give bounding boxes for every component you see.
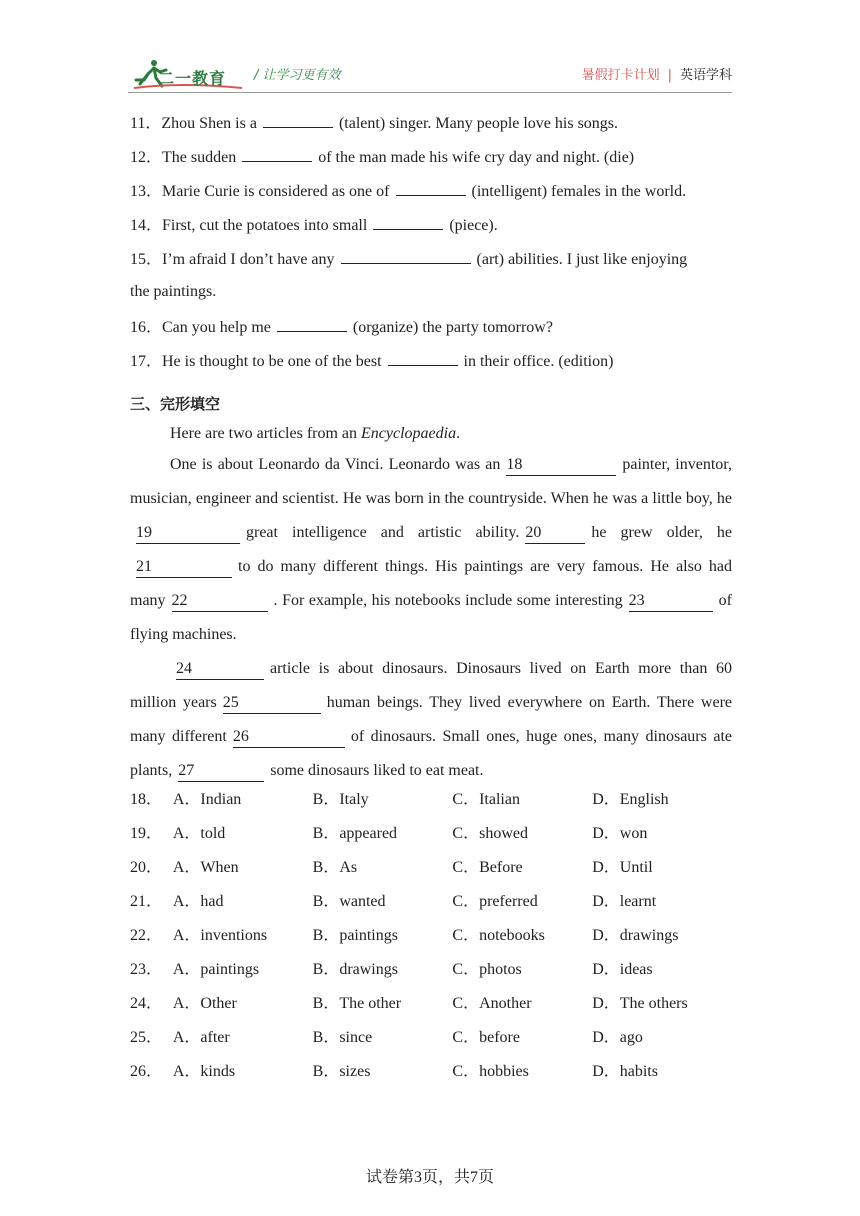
option-b: B．As: [312, 859, 358, 876]
option-a: A．after: [172, 1029, 230, 1046]
option-a: A．had: [172, 893, 224, 910]
option-b: B．paintings: [312, 927, 398, 944]
answer-blank: [388, 348, 458, 366]
question-14: 14．First, cut the potatoes into small (piece).: [130, 212, 732, 246]
option-d: D．English: [592, 791, 669, 808]
option-d: D．learnt: [592, 893, 657, 910]
question-number: 22．: [130, 927, 163, 944]
question-number: 20．: [130, 859, 163, 876]
option-row: [130, 856, 732, 890]
header-right: [582, 64, 732, 83]
option-row: [130, 890, 732, 924]
option-row: [130, 958, 732, 992]
option-d: D．The others: [592, 995, 688, 1012]
answer-blank: [341, 246, 471, 264]
subject-label: 英语学科: [679, 68, 732, 83]
answer-blank: [373, 212, 443, 230]
option-b: B．wanted: [312, 893, 386, 910]
answer-blank: [396, 178, 466, 196]
option-d: D．ago: [592, 1029, 643, 1046]
option-b: B．Italy: [312, 791, 369, 808]
question-number: 24．: [130, 995, 163, 1012]
cloze-blank-22: 22: [172, 591, 268, 612]
cloze-paragraph-1: One is about Leonardo da Vinci. Leonardo was an 18 painter, inventor, musician, engineer and scientist. He was born in the countryside. When he was a little boy, he19 great intelligence and artistic ability. 20 he grew older, he21 to do many different things. His paintings are very famous. He also had many 22 . For example, his notebooks include some interesting 23 of flying machines.: [130, 456, 733, 643]
option-c: C．Before: [452, 859, 523, 876]
option-a: A．inventions: [172, 927, 268, 944]
option-row: [130, 788, 732, 822]
question-15: 15．I’m afraid I don’t have any (art) abilities. I just like enjoying: [130, 246, 732, 280]
cloze-blank-24: 24: [176, 659, 264, 680]
option-a: A．paintings: [172, 961, 260, 978]
options-list: [130, 788, 732, 1094]
question-17: 17．He is thought to be one of the best in their office. (edition): [130, 348, 732, 382]
cloze-paragraph-2: 24 article is about dinosaurs. Dinosaurs lived on Earth more than 60 million years 25 human beings. They lived everywhere on Earth. There were many different 26 of dinosaurs. Small ones, huge ones, many dinosaurs ate plants, 27 some dinosaurs liked to eat meat.: [130, 652, 732, 788]
option-c: C．before: [452, 1029, 520, 1046]
header-separator: |: [667, 68, 672, 83]
option-b: B．drawings: [312, 961, 398, 978]
option-a: A．When: [172, 859, 239, 876]
cloze-blank-19: 19: [136, 523, 240, 544]
option-d: D．ideas: [592, 961, 653, 978]
question-11: 11．Zhou Shen is a (talent) singer. Many people love his songs.: [130, 110, 732, 144]
option-d: D．Until: [592, 859, 653, 876]
question-number: 23．: [130, 961, 163, 978]
option-a: A．Indian: [172, 791, 242, 808]
option-d: D．won: [592, 825, 648, 842]
cloze-blank-18: 18: [506, 455, 616, 476]
option-c: C．notebooks: [452, 927, 545, 944]
option-c: C．preferred: [452, 893, 538, 910]
answer-blank: [263, 110, 333, 128]
option-b: B．The other: [312, 995, 402, 1012]
cloze-blank-20: 20: [525, 523, 585, 544]
option-c: C．showed: [452, 825, 528, 842]
answer-blank: [277, 314, 347, 332]
option-a: A．Other: [172, 995, 237, 1012]
option-row: [130, 992, 732, 1026]
brand-slogan: / 让学习更有效: [254, 68, 341, 83]
plan-label: 暑假打卡计划: [581, 68, 660, 83]
question-number: 18．: [130, 791, 163, 808]
page-footer: 试卷第3页，共7页: [365, 1169, 494, 1186]
question-number: 26．: [130, 1063, 163, 1080]
option-c: C．hobbies: [452, 1063, 529, 1080]
brand-name: 二一教育: [158, 69, 227, 88]
question-16: 16．Can you help me (organize) the party tomorrow?: [130, 314, 732, 348]
question-13: 13．Marie Curie is considered as one of (intelligent) females in the world.: [130, 178, 732, 212]
option-b: B．sizes: [312, 1063, 371, 1080]
option-a: A．kinds: [172, 1063, 236, 1080]
cloze-intro: Here are two articles from an Encyclopaedia.: [170, 425, 461, 442]
header-divider: [128, 92, 732, 93]
option-d: D．drawings: [592, 927, 679, 944]
option-c: C．Another: [452, 995, 532, 1012]
option-row: [130, 1026, 732, 1060]
option-c: C．photos: [452, 961, 522, 978]
question-12: 12．The sudden of the man made his wife cry day and night. (die): [130, 144, 732, 178]
exam-content: [130, 110, 732, 1094]
option-row: [130, 924, 732, 958]
option-b: B．since: [312, 1029, 373, 1046]
option-c: C．Italian: [452, 791, 520, 808]
cloze-blank-25: 25: [223, 693, 321, 714]
option-row: [130, 822, 732, 856]
question-number: 19．: [130, 825, 163, 842]
question-number: 25．: [130, 1029, 163, 1046]
section-title: 三、完形填空: [130, 395, 221, 413]
option-a: A．told: [172, 825, 226, 842]
answer-blank: [242, 144, 312, 162]
question-15-continued: the paintings.: [130, 283, 217, 300]
page-header: [128, 58, 732, 94]
cloze-blank-21: 21: [136, 557, 232, 578]
cloze-blank-23: 23: [629, 591, 713, 612]
question-number: 21．: [130, 893, 163, 910]
option-b: B．appeared: [312, 825, 398, 842]
option-d: D．habits: [592, 1063, 658, 1080]
cloze-blank-26: 26: [233, 727, 345, 748]
option-row: [130, 1060, 732, 1094]
cloze-blank-27: 27: [178, 761, 264, 782]
